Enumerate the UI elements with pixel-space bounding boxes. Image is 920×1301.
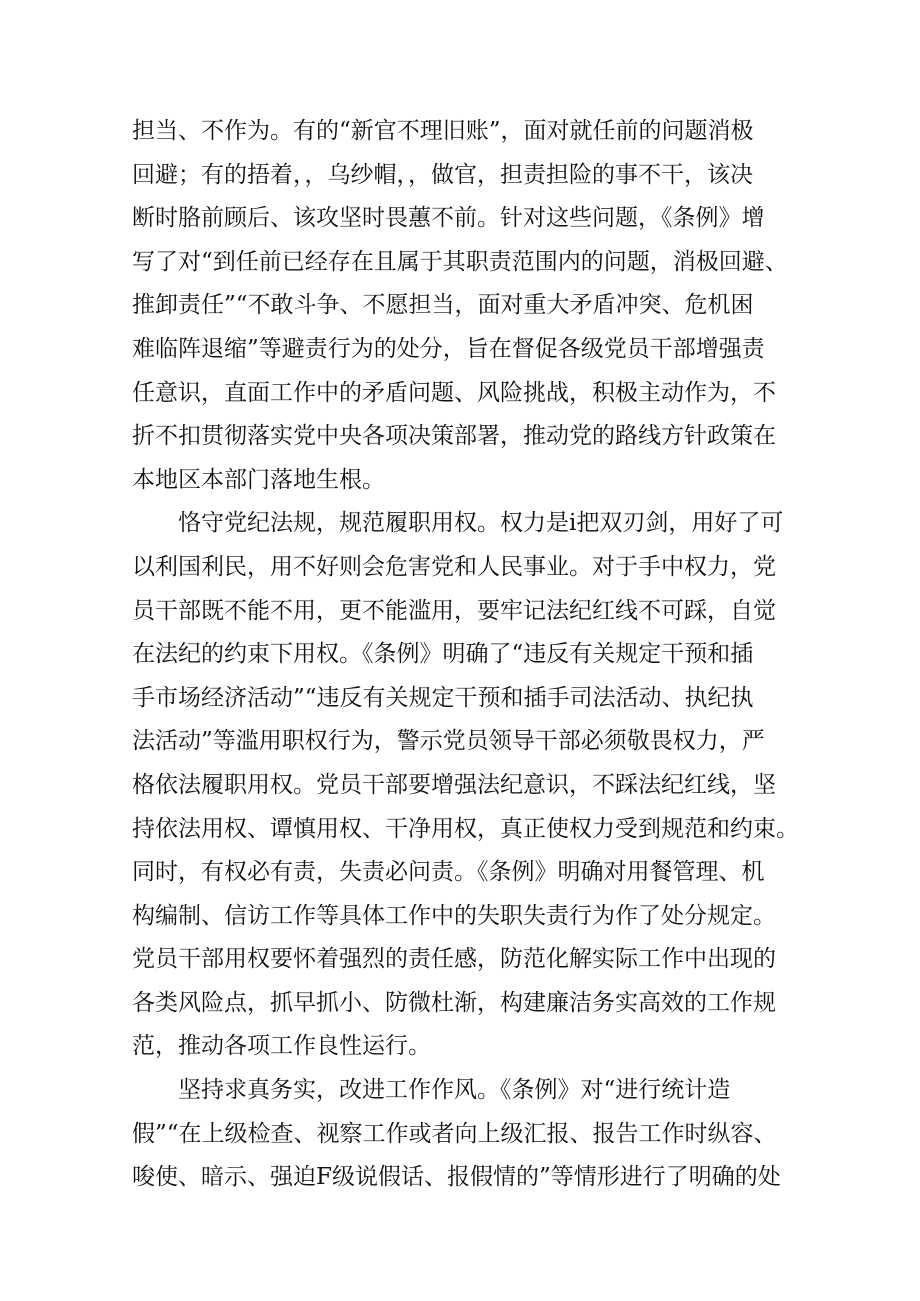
text-line: 任意识，直面工作中的矛盾问题、风险挑战，积极主动作为，不 [132, 379, 776, 406]
text-line: 各类风险点，抓早抓小、防微杜渐，构建廉洁务实高效的工作规 [132, 989, 776, 1016]
text-line: 在法纪的约束下用权。《条例》明确了“违反有关规定干预和插 [132, 641, 754, 668]
text-line: 回避；有的捂着，，乌纱帽，，做官，担责担险的事不干，该决 [132, 161, 753, 188]
text-line: 以利国利民，用不好则会危害党和人民事业。对于手中权力，党 [132, 553, 776, 580]
text-line: 写了对“到任前已经存在且属于其职责范围内的问题，消极回避、 [132, 248, 788, 275]
text-line: 唆使、暗示、强迫F级说假话、报假情的”等情形进行了明确的处 [132, 1164, 781, 1191]
text-line: 假”“在上级检查、视察工作或者向上级汇报、报告工作时纵容、 [132, 1120, 777, 1147]
text-line: 手市场经济活动”“违反有关规定干预和插手司法活动、执纪执 [132, 684, 754, 711]
text-line: 推卸责任”“不敢斗争、不愿担当，面对重大矛盾冲突、危机困 [132, 292, 754, 319]
text-line: 党员干部用权要怀着强烈的责任感，防范化解实际工作中出现的 [132, 946, 776, 973]
text-line: 范，推动各项工作良性运行。 [132, 1033, 431, 1060]
text-line: 难临阵退缩”等避责行为的处分，旨在督促各级党员干部增强责 [132, 335, 765, 362]
text-line: 构编制、信访工作等具体工作中的失职失责行为作了处分规定。 [132, 902, 776, 929]
text-line: 法活动”等滥用职权行为，警示党员领导干部必须敬畏权力，严 [132, 728, 765, 755]
text-line: 本地区本部门落地生根。 [132, 466, 385, 493]
text-line: 员干部既不能不用，更不能滥用，要牢记法纪红线不可踩，自觉 [132, 597, 776, 624]
paragraph-first-line: 坚持求真务实，改进工作作风。《条例》对“进行统计造 [178, 1077, 731, 1104]
text-line: 担当、不作为。有的“新官不理旧账”，面对就任前的问题消极 [132, 118, 754, 144]
text-line: 格依法履职用权。党员干部要增强法纪意识，不踩法纪红线，坚 [132, 771, 776, 798]
text-line: 持依法用权、谭慎用权、干净用权，真正使权力受到规范和约束。 [132, 815, 799, 842]
text-line: 断时胳前顾后、该攻坚时畏蕙不前。针对这些问题，《条例》增 [132, 205, 765, 232]
text-line: 同时，有权必有责，失责必问责。《条例》明确对用餐管理、机 [132, 859, 765, 886]
text-line: 折不扣贯彻落实党中央各项决策部署，推动党的路线方针政策在 [132, 423, 776, 450]
document-body [132, 110, 802, 1200]
paragraph-first-line: 恪守党纪法规，规范履职用权。权力是i把双刃剑，用好了可 [178, 510, 784, 537]
